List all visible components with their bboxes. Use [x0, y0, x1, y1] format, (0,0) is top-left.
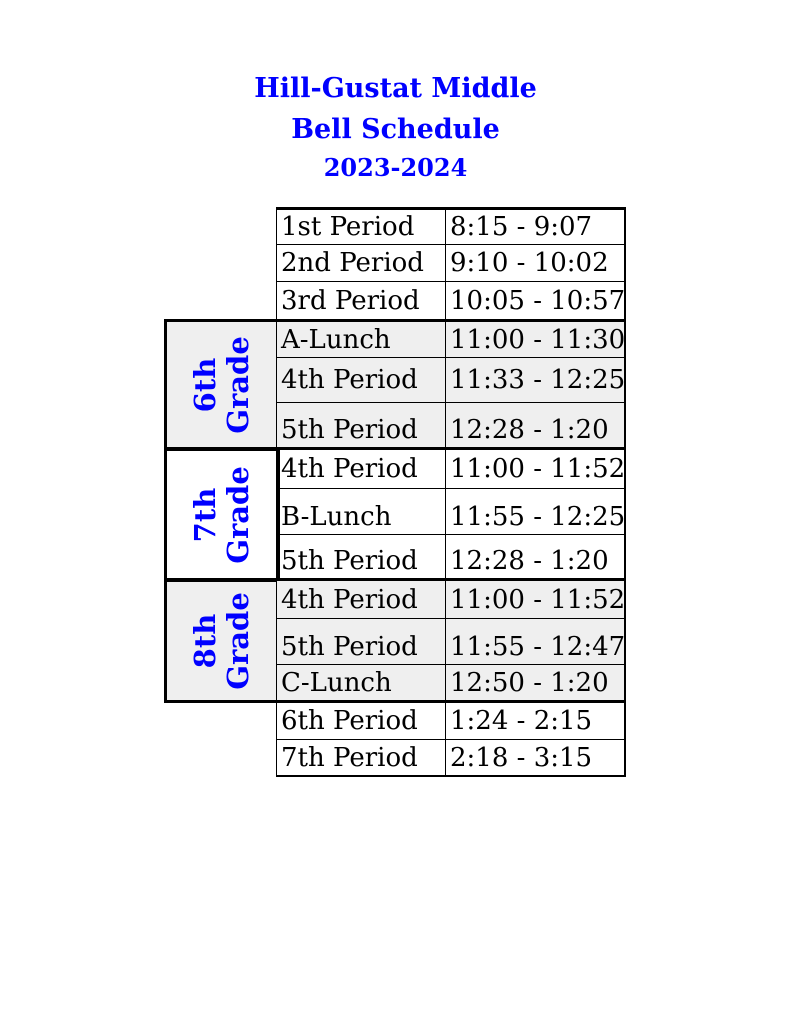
period-cell: 1st Period — [276, 207, 446, 245]
time-cell: 11:00 - 11:52 — [445, 580, 626, 619]
period-cell: 6th Period — [276, 702, 446, 740]
time-cell: 12:50 - 1:20 — [445, 664, 626, 703]
school-year: 2023-2024 — [323, 153, 468, 182]
grade-label-7th: 7th Grade — [188, 465, 255, 564]
schedule-subtitle: Bell Schedule — [291, 114, 500, 145]
time-cell: 9:10 - 10:02 — [445, 244, 626, 282]
grade-block-6th — [164, 319, 280, 450]
grade-block-7th — [164, 448, 280, 581]
grade-label-8th: 8th Grade — [188, 592, 255, 690]
period-cell: 7th Period — [276, 739, 446, 777]
period-cell: 5th Period — [276, 402, 446, 450]
time-cell: 12:28 - 1:20 — [445, 402, 626, 450]
school-name: Hill-Gustat Middle — [254, 73, 537, 104]
schedule-title — [0, 68, 791, 186]
time-cell: 1:24 - 2:15 — [445, 702, 626, 740]
time-cell: 12:28 - 1:20 — [445, 534, 626, 581]
period-cell: 5th Period — [276, 534, 446, 581]
time-cell: 10:05 - 10:57 — [445, 281, 626, 320]
period-cell: 4th Period — [276, 357, 446, 403]
grade-label-6th: 6th Grade — [188, 335, 255, 434]
time-cell: 11:55 - 12:47 — [445, 618, 626, 665]
period-cell: C-Lunch — [276, 664, 446, 703]
period-cell: 4th Period — [276, 449, 446, 489]
time-cell: 2:18 - 3:15 — [445, 739, 626, 777]
time-cell: 8:15 - 9:07 — [445, 207, 626, 245]
period-cell: A-Lunch — [276, 319, 446, 358]
period-cell: 3rd Period — [276, 281, 446, 320]
period-cell: B-Lunch — [276, 488, 446, 535]
grade-block-8th — [164, 579, 280, 703]
period-cell: 2nd Period — [276, 244, 446, 282]
period-cell: 4th Period — [276, 580, 446, 619]
time-cell: 11:00 - 11:30 — [445, 319, 626, 358]
time-cell: 11:33 - 12:25 — [445, 357, 626, 403]
period-cell: 5th Period — [276, 618, 446, 665]
time-cell: 11:55 - 12:25 — [445, 488, 626, 535]
time-cell: 11:00 - 11:52 — [445, 449, 626, 489]
